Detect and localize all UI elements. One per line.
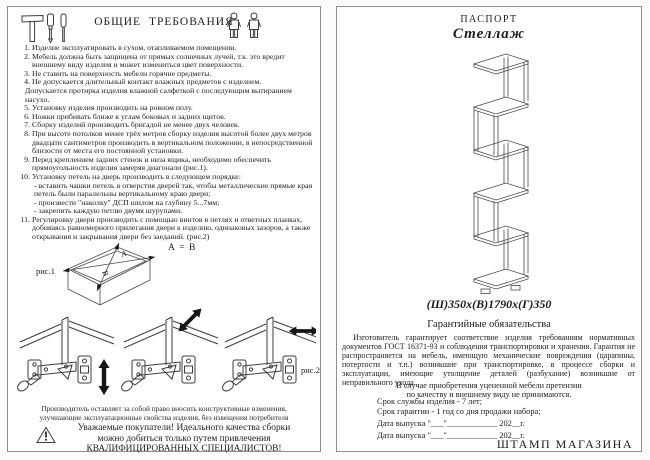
diagonal-b-label: В xyxy=(100,268,111,278)
figure-2 xyxy=(16,305,320,405)
manufacturer-note: Производитель оставляет за собой право вносить конструктивные изменения, улучшающие эксплуатационные свойства изделия, без извещения потребителя xyxy=(39,404,289,422)
requirement-item: Допускается протирка изделия влажной салфеткой с последующим вытиранием насухо. xyxy=(25,85,292,104)
requirement-item: 8. При высоте потолков менее трёх метров сборку изделия высотой более двух метров двадцати сантиметров производить в вертикальном положении, в непосредственной близости от места его постоянной установки. xyxy=(24,128,313,156)
requirement-item: 2. Мебель должна быть защищена от прямых солнечных лучей, т.к. это вредит внешнему виду изделия и может измениться цвет поверхности. xyxy=(24,51,285,70)
warranty-period: Срок гарантии - 1 год со дня продажи набора; xyxy=(377,407,541,416)
product-dimensions: (Ш)350х(В)1790х(Г)350 xyxy=(426,297,552,311)
product-name: Стеллаж xyxy=(452,26,526,42)
requirement-subitem: - закрепить каждую петлю двумя шурупами. xyxy=(34,206,183,216)
hinge-diagram xyxy=(16,305,316,405)
requirement-item: 7. Сборку изделий производить бригадой не менее двух человек. xyxy=(24,120,240,130)
figure-1 xyxy=(22,239,312,309)
page-title: ОБЩИЕ ТРЕБОВАНИЯ xyxy=(94,16,234,28)
discount-note: В случае приобретения уцененной мебели претензии по качеству и внешнему виду не принимаются. xyxy=(396,381,582,399)
requirement-item: 10. Установку петель на дверь производить в следующем порядке: xyxy=(20,171,241,181)
diagonal-formula: А = В xyxy=(168,243,197,253)
release-date-line: Дата выпуска "___"____________ 202__г. xyxy=(377,431,525,440)
service-life: Срок службы изделия - 7 лет; xyxy=(377,397,483,406)
requirements-list xyxy=(15,44,316,242)
requirement-item: 9. Перед креплением задних стенок и низа ящика, необходимо обеспечить прямоугольность изделия замеряя диагонали (рис.1). xyxy=(24,154,271,173)
requirement-item: 3. Не ставить на поверхность мебели горячие предметы. xyxy=(24,68,212,78)
shelf-drawing xyxy=(455,51,555,299)
requirement-item: 6. Ножки прибивать ближе к углам боковых и задних щитов. xyxy=(24,111,226,121)
figure-1-label: рис.1 xyxy=(36,266,55,276)
fig1-box-diagram xyxy=(60,241,160,309)
requirement-subitem: - вставить чашки петель в отверстия дверей так, чтобы металлические прямые края петель были паралельны вертикальному краю двери; xyxy=(34,180,313,199)
warning-text: Уважаемые покупатели! Идеального качества сборки можно добиться только путем привлечения КВАЛИФИЦИРОВАННЫХ СПЕЦИАЛИСТОВ! xyxy=(77,423,291,455)
requirement-subitem: - произвести "наколку" ДСП шилом на глубину 5...7мм; xyxy=(34,197,220,207)
right-page xyxy=(336,6,642,452)
requirement-item: 11. Регулировку двери производить с помощью винтов в петлях и ответных планках, добиваясь равномерного прилегания двери к изделию, одинаковых зазоров, а также открывания и закрывания двери без заеданий. (рис.2) xyxy=(20,214,311,242)
store-stamp-label: ШТАМП МАГАЗИНА xyxy=(496,437,633,451)
requirement-item: 5. Установку изделия производить на ровном полу. xyxy=(24,103,193,113)
figure-2-label: рис.2 xyxy=(301,365,320,375)
warranty-title: Гарантийные обязательства xyxy=(427,319,551,330)
warranty-text: Изготовитель гарантирует соответствие изделия требованиям нормативных документов ГОСТ 16371-93 и соблюдения транспортировки и хранения. Гарантия не распространяется на мебель, имеющую механические повреждения (царапины, потертости и т.п.) возникшие при транспортировке, в процессе сборки и эксплуатации, имеющие утолщение деталей (разбухание) возникшие от неправильного ухода. xyxy=(342,333,635,387)
left-page xyxy=(7,6,321,455)
release-date-line: Дата выпуска "___"____________ 202__г. xyxy=(377,419,525,428)
warning-triangle-icon xyxy=(36,426,56,444)
passport-title: ПАСПОРТ xyxy=(460,14,518,25)
two-person-icon xyxy=(224,12,264,39)
requirement-item: 1. Изделие эксплуатировать в сухом, отапливаемом помещении. xyxy=(24,43,237,52)
requirement-item: 4. Не допускается длительный контакт влажных предметов с изделием. xyxy=(24,77,262,87)
diagonal-a-label: А xyxy=(120,248,128,259)
